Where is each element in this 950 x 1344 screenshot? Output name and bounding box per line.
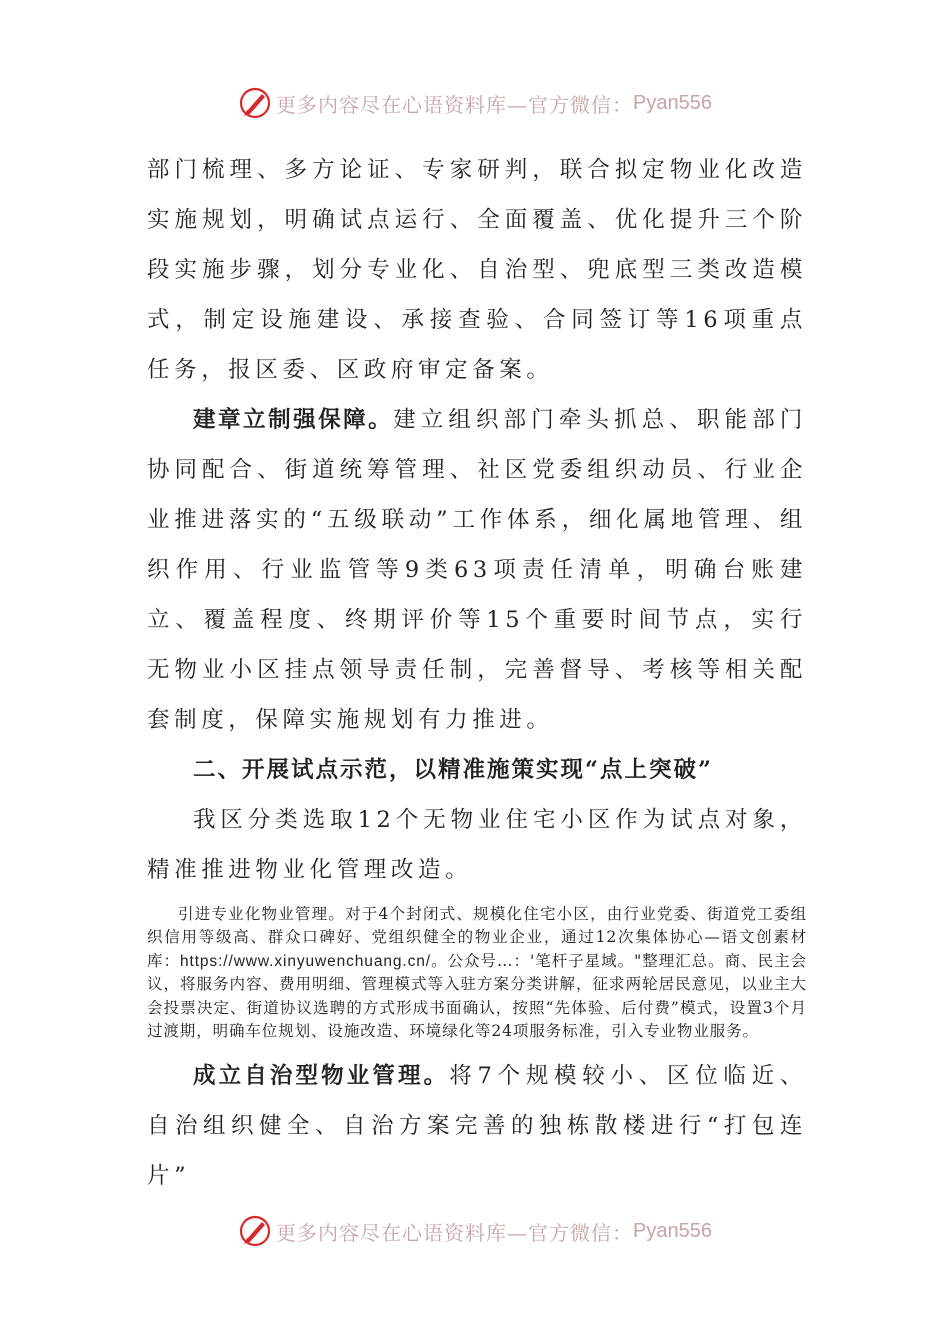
paragraph-3: 我区分类选取12个无物业住宅小区作为试点对象，精准推进物业化管理改造。 bbox=[147, 807, 807, 883]
banner-wechat-id: Pyan556 bbox=[633, 91, 712, 114]
paragraph-1: 部门梳理、多方论证、专家研判，联合拟定物业化改造实施规划，明确试点运行、全面覆盖、优化提升三个阶段实施步骤，划分专业化、自治型、兜底型三类改造模式，制定设施建设、承接查验、合同签订等16项重点任务，报区委、区政府审定备案。 bbox=[147, 157, 807, 383]
section-heading-2: 二、开展试点示范，以精准施策实现“点上突破” bbox=[193, 757, 713, 783]
paragraph-4 bbox=[147, 1051, 807, 1201]
banner-wechat-id: Pyan556 bbox=[633, 1219, 712, 1242]
small-paragraph-part-a: 引进专业化物业管理。对于4个封闭式、规模化住宅小区，由行业党委、街道党工委组织信用等级高、群众口碑好、党组织健全的物业企业，通过12次集体协心—语文创素材库： bbox=[147, 905, 807, 970]
paragraph-4-lead: 成立自治型物业管理。 bbox=[193, 1063, 450, 1090]
paragraph-2 bbox=[147, 395, 807, 745]
paragraph-2-body: 建立组织部门牵头抓总、职能部门协同配合、街道统筹管理、社区党委组织动员、行业企业推进落实的“五级联动”工作体系，细化属地管理、组织作用、行业监管等9类63项责任清单，明确台账建立、覆盖程度、终期评价等15个重要时间节点，实行无物业小区挂点领导责任制，完善督导、考核等相关配套制度，保障实施规划有力推进。 bbox=[147, 407, 807, 733]
pen-logo-icon bbox=[238, 86, 272, 120]
footer-banner bbox=[0, 1211, 950, 1251]
header-banner bbox=[0, 83, 950, 123]
small-paragraph-part-b: 。公众号…：'笔杆子星域。"整理汇总。商、民主会议，将服务内容、费用明细、管理模式等入驻方案分类讲解，征求两轮居民意见，以业主大会投票决定、街道协议选聘的方式形成书面确认，按照“先体验、后付费”模式，设置3个月过渡期，明确车位规划、设施改造、环境绿化等24项服务标准，引入专业物业服务。 bbox=[147, 951, 807, 1041]
pen-logo-icon bbox=[238, 1214, 272, 1248]
resource-url: https://www.xinyuwenchuang.cn/ bbox=[179, 952, 431, 970]
paragraph-4-body: 将7个规模较小、区位临近、自治组织健全、自治方案完善的独栋散楼进行“打包连片” bbox=[147, 1063, 807, 1190]
paragraph-2-lead: 建章立制强保障。 bbox=[193, 407, 394, 433]
banner-text: 更多内容尽在心语资料库—官方微信： bbox=[276, 1220, 634, 1245]
document-body bbox=[147, 145, 807, 1201]
small-paragraph bbox=[147, 903, 807, 1043]
banner-text: 更多内容尽在心语资料库—官方微信： bbox=[276, 92, 634, 117]
